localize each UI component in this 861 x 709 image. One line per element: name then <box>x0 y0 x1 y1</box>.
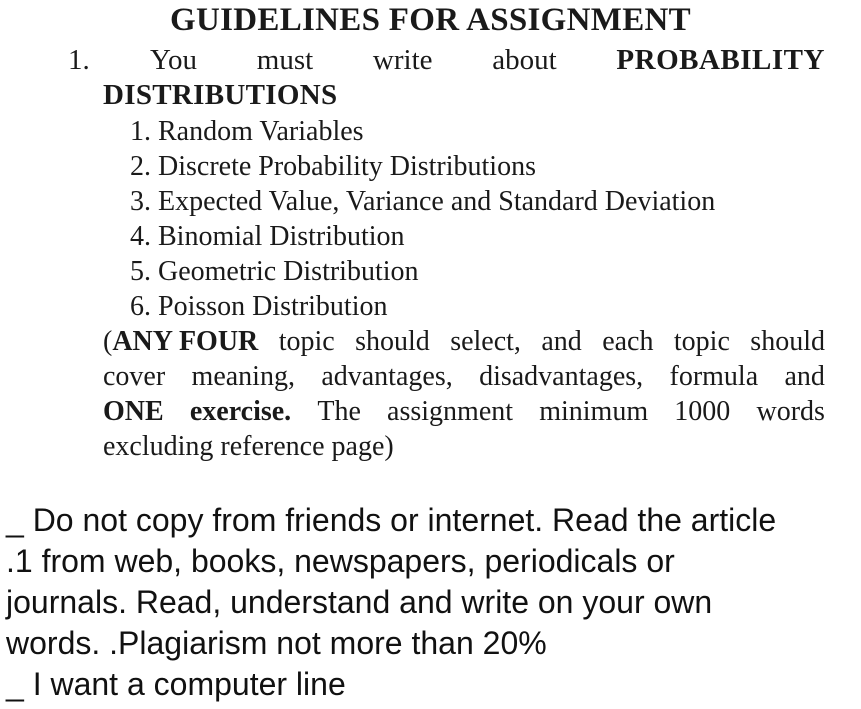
word: assignment <box>387 396 514 427</box>
note-line: .1 from web, books, newspapers, periodicals or <box>6 543 675 579</box>
item-number: 1. <box>68 44 90 76</box>
open-paren: ( <box>103 326 113 357</box>
word: You <box>150 44 198 76</box>
word: advantages, <box>321 361 453 392</box>
instructions-line-2 <box>103 359 825 394</box>
word: must <box>256 44 314 76</box>
topic-item: 3. Expected Value, Variance and Standard Deviation <box>130 186 716 217</box>
word: words <box>756 396 825 427</box>
topic-item: 1. Random Variables <box>130 116 364 147</box>
word: minimum <box>539 396 649 427</box>
topic-item: 5. Geometric Distribution <box>130 256 419 287</box>
note-line: _ Do not copy from friends or internet. Read the article <box>6 502 777 538</box>
instructions-line-3 <box>103 394 825 429</box>
item-1-continuation: DISTRIBUTIONS <box>103 79 338 111</box>
word: write <box>372 44 433 76</box>
topic-list <box>130 114 715 324</box>
word: should <box>355 326 430 357</box>
emphasis-exercise: exercise. <box>189 396 292 427</box>
note-line: words. .Plagiarism not more than 20% <box>6 625 547 661</box>
document-title: GUIDELINES FOR ASSIGNMENT <box>170 2 691 38</box>
word: and <box>784 361 825 392</box>
emphasis-word: PROBABILITY <box>616 44 825 76</box>
word: should <box>750 326 825 357</box>
item-1-line <box>150 44 825 77</box>
topic-item: 6. Poisson Distribution <box>130 291 388 322</box>
word: 1000 <box>674 396 731 427</box>
topic-item: 2. Discrete Probability Distributions <box>130 151 536 182</box>
emphasis-one: ONE <box>103 396 164 427</box>
note-line: journals. Read, understand and write on your own <box>6 584 713 620</box>
word: topic <box>278 326 335 357</box>
word: meaning, <box>191 361 295 392</box>
topic-item: 4. Binomial Distribution <box>130 221 405 252</box>
emphasis-any-four: ANY FOUR <box>112 326 259 357</box>
instructions-line-1 <box>103 324 825 359</box>
note-line: _ I want a computer line <box>6 666 346 702</box>
word: formula <box>669 361 759 392</box>
word: topic <box>673 326 730 357</box>
word: about <box>492 44 557 76</box>
word: and <box>541 326 582 357</box>
word: select, <box>450 326 521 357</box>
notes-block <box>6 500 858 705</box>
word: cover <box>103 361 166 392</box>
word: disadvantages, <box>479 361 644 392</box>
word: The <box>317 396 361 427</box>
instructions-line-4: excluding reference page) <box>103 431 394 462</box>
instructions-paragraph <box>103 324 825 464</box>
word: each <box>602 326 654 357</box>
